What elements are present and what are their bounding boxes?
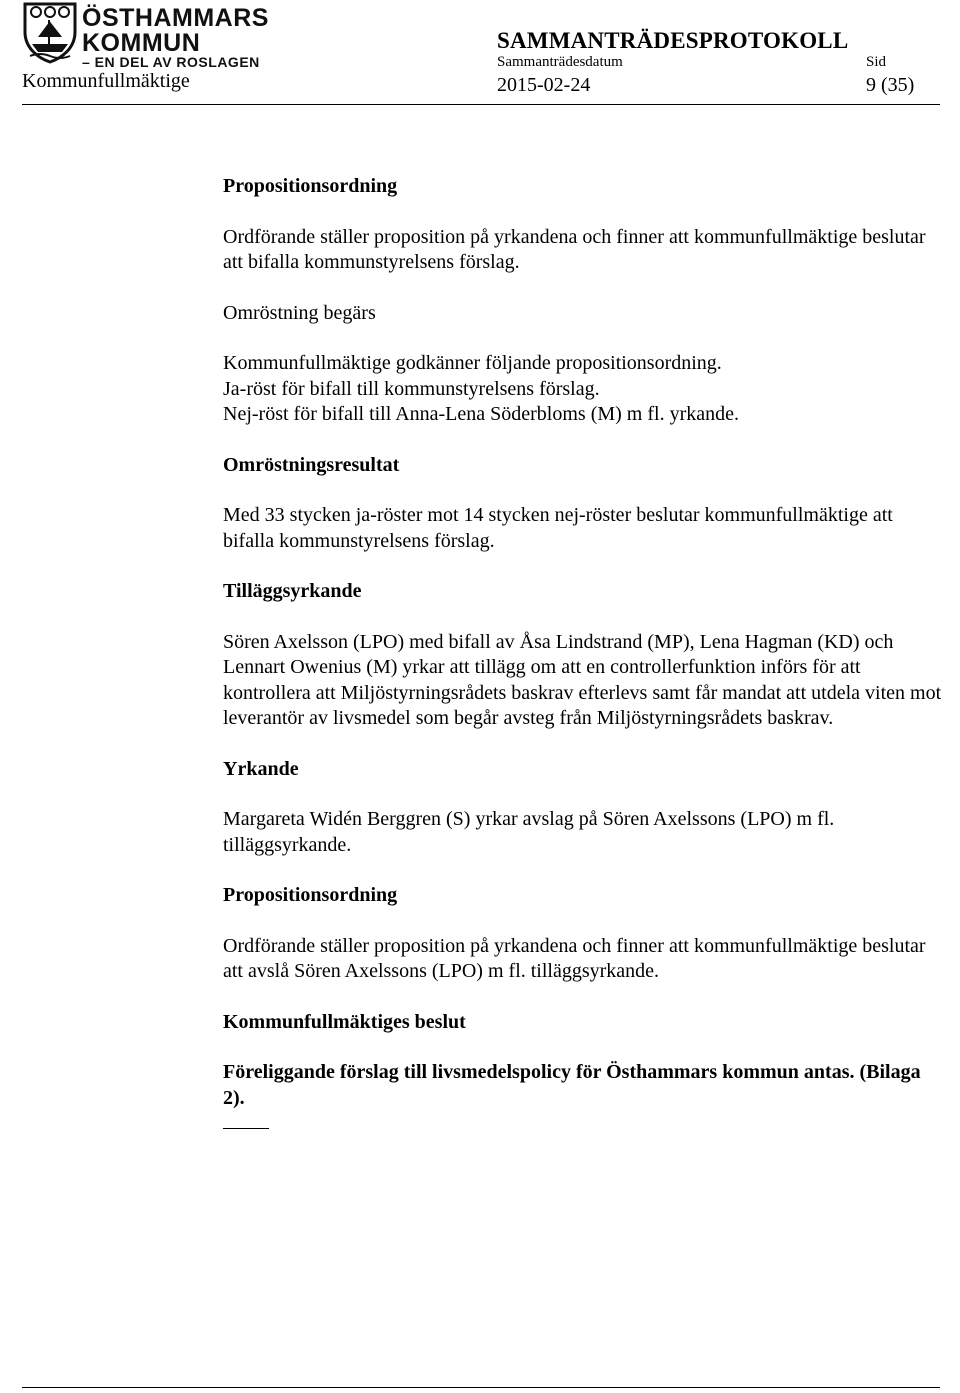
paragraph: Sören Axelsson (LPO) med bifall av Åsa Lindstrand (MP), Lena Hagman (KD) och Lennart Owenius (M) yrkar att tillägg om att en controllerfunktion införs för att kontrollera att Miljöstyrningsrådets baskrav efterlevs samt får mandat att utdela viten mot leverantör av livsmedel som begår avsteg från Miljöstyrningsrådets baskrav. [223,630,942,729]
page-number: 9 (35) [866,74,915,96]
paragraph-line: Nej-röst för bifall till Anna-Lena Söderbloms (M) m fl. yrkande. [223,403,739,425]
logo-tagline: – EN DEL AV ROSLAGEN [82,54,260,70]
logo-wordmark-line2: KOMMUN [82,29,201,57]
paragraph: Margareta Widén Berggren (S) yrkar avslag på Sören Axelssons (LPO) m fl. tilläggsyrkande. [223,808,835,856]
paragraph: Ordförande ställer proposition på yrkandena och finner att kommunfullmäktige beslutar att bifalla kommunstyrelsens förslag. [223,225,926,273]
paragraph-line: Ja-röst för bifall till kommunstyrelsens förslag. [223,377,600,400]
section-heading: Propositionsordning [223,884,398,906]
meeting-date: 2015-02-24 [497,74,591,96]
section-heading: Kommunfullmäktiges beslut [223,1010,466,1033]
decision-text: Föreliggande förslag till livsmedelspolicy för Östhammars kommun antas. (Bilaga 2). [223,1061,921,1109]
end-mark-line [223,1128,269,1129]
municipal-coat-of-arms-icon [22,2,78,64]
section-heading: Omröstningsresultat [223,453,400,476]
paragraph: Med 33 stycken ja-röster mot 14 stycken nej-röster beslutar kommunfullmäktige att bifalla kommunstyrelsens förslag. [223,504,893,552]
section-heading: Yrkande [223,757,299,780]
footer-divider [22,1387,940,1388]
section-heading: Tilläggsyrkande [223,580,362,602]
date-label: Sammanträdesdatum [497,54,623,70]
header-divider [22,104,940,105]
municipality-logo [22,2,269,72]
paragraph: Omröstning begärs [223,301,376,324]
document-title: SAMMANTRÄDESPROTOKOLL [497,28,849,53]
committee-name: Kommunfullmäktige [22,70,190,92]
paragraph-line: Kommunfullmäktige godkänner följande propositionsordning. [223,352,722,374]
protocol-body [223,174,943,1137]
paragraph: Ordförande ställer proposition på yrkandena och finner att kommunfullmäktige beslutar att avslå Sören Axelssons (LPO) m fl. tilläggsyrkande. [223,934,926,982]
section-heading: Propositionsordning [223,175,398,197]
page-label: Sid [866,54,887,70]
logo-wordmark-line1: ÖSTHAMMARS [82,4,269,32]
